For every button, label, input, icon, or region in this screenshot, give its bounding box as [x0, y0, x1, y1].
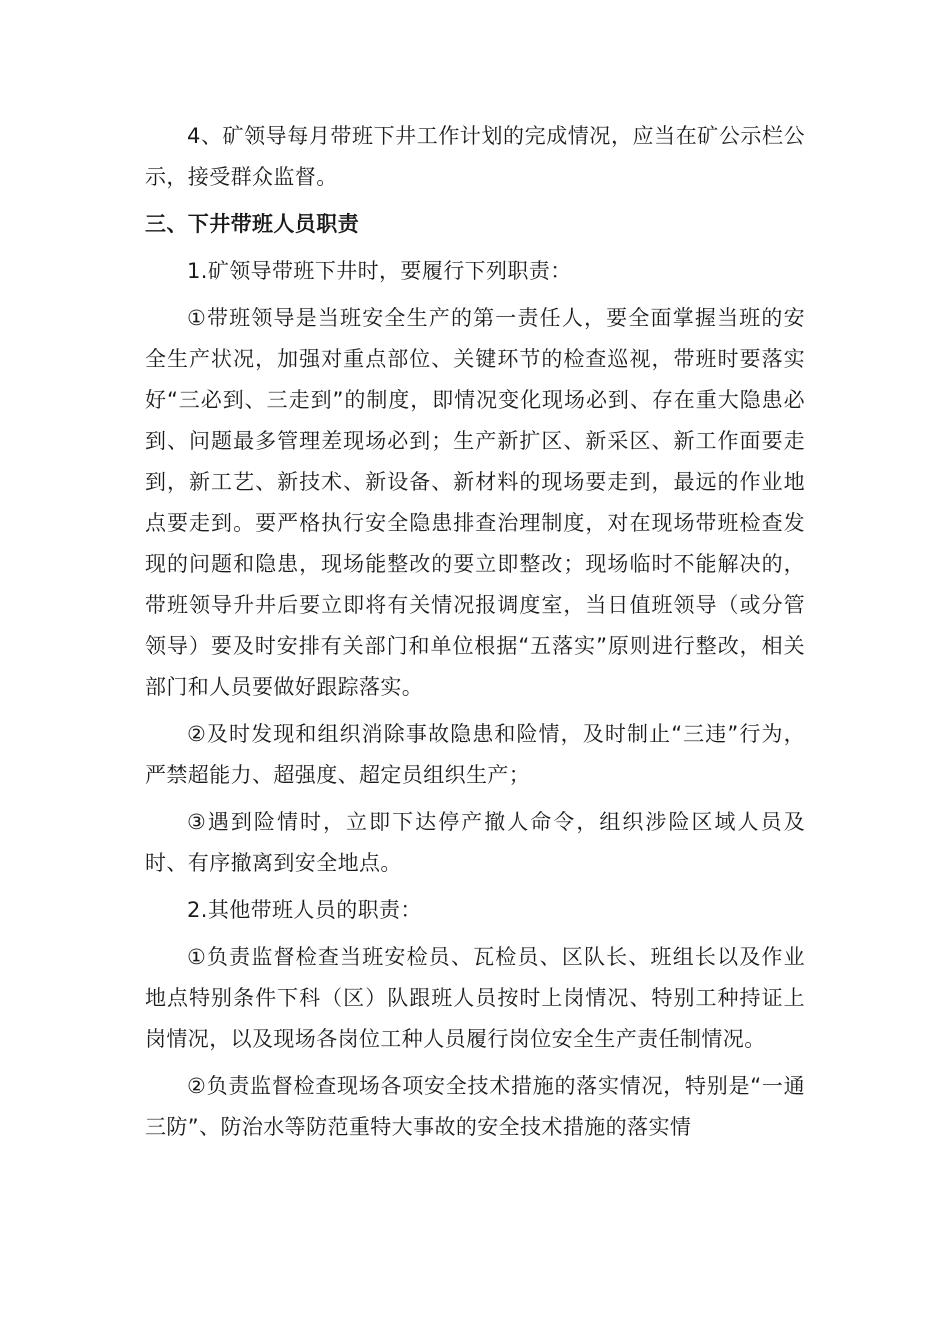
- document-body: [145, 116, 805, 1154]
- paragraph-1: 4、矿领导每月带班下井工作计划的完成情况，应当在矿公示栏公示，接受群众监督。: [145, 124, 805, 189]
- subsection-1-title: 1.矿领导带班下井时，要履行下列职责：: [187, 259, 572, 283]
- section-heading: 三、下井带班人员职责: [145, 212, 359, 236]
- subsection-2-title: 2.其他带班人员的职责：: [187, 898, 422, 922]
- paragraph-duty-1: ①带班领导是当班安全生产的第一责任人，要全面掌握当班的安全生产状况，加强对重点部位、关键环节的检查巡视，带班时要落实好“三必到、三走到”的制度，即情况变化现场必到、存在重大隐患必到、问题最多管理差现场必到；生产新扩区、新采区、新工作面要走到，新工艺、新技术、新设备、新材料的现场要走到，最远的作业地点要走到。要严格执行安全隐患排查治理制度，对在现场带班检查发现的问题和隐患，现场能整改的要立即整改；现场临时不能解决的，带班领导升井后要立即将有关情况报调度室，当日值班领导（或分管领导）要及时安排有关部门和单位根据“五落实”原则进行整改，相关部门和人员要做好跟踪落实。: [145, 306, 805, 699]
- paragraph-other-duty-2: ②负责监督检查现场各项安全技术措施的落实情况，特别是“一通三防”、防治水等防范重特大事故的安全技术措施的落实情: [145, 1074, 805, 1139]
- paragraph-duty-2: ②及时发现和组织消除事故隐患和险情，及时制止“三违”行为，严禁超能力、超强度、超定员组织生产；: [145, 722, 805, 787]
- paragraph-duty-3: ③遇到险情时，立即下达停产撤人命令，组织涉险区域人员及时、有序撤离到安全地点。: [145, 810, 805, 875]
- paragraph-other-duty-1: ①负责监督检查当班安检员、瓦检员、区队长、班组长以及作业地点特别条件下科（区）队跟班人员按时上岗情况、特别工种持证上岗情况，以及现场各岗位工种人员履行岗位安全生产责任制情况。: [145, 945, 805, 1051]
